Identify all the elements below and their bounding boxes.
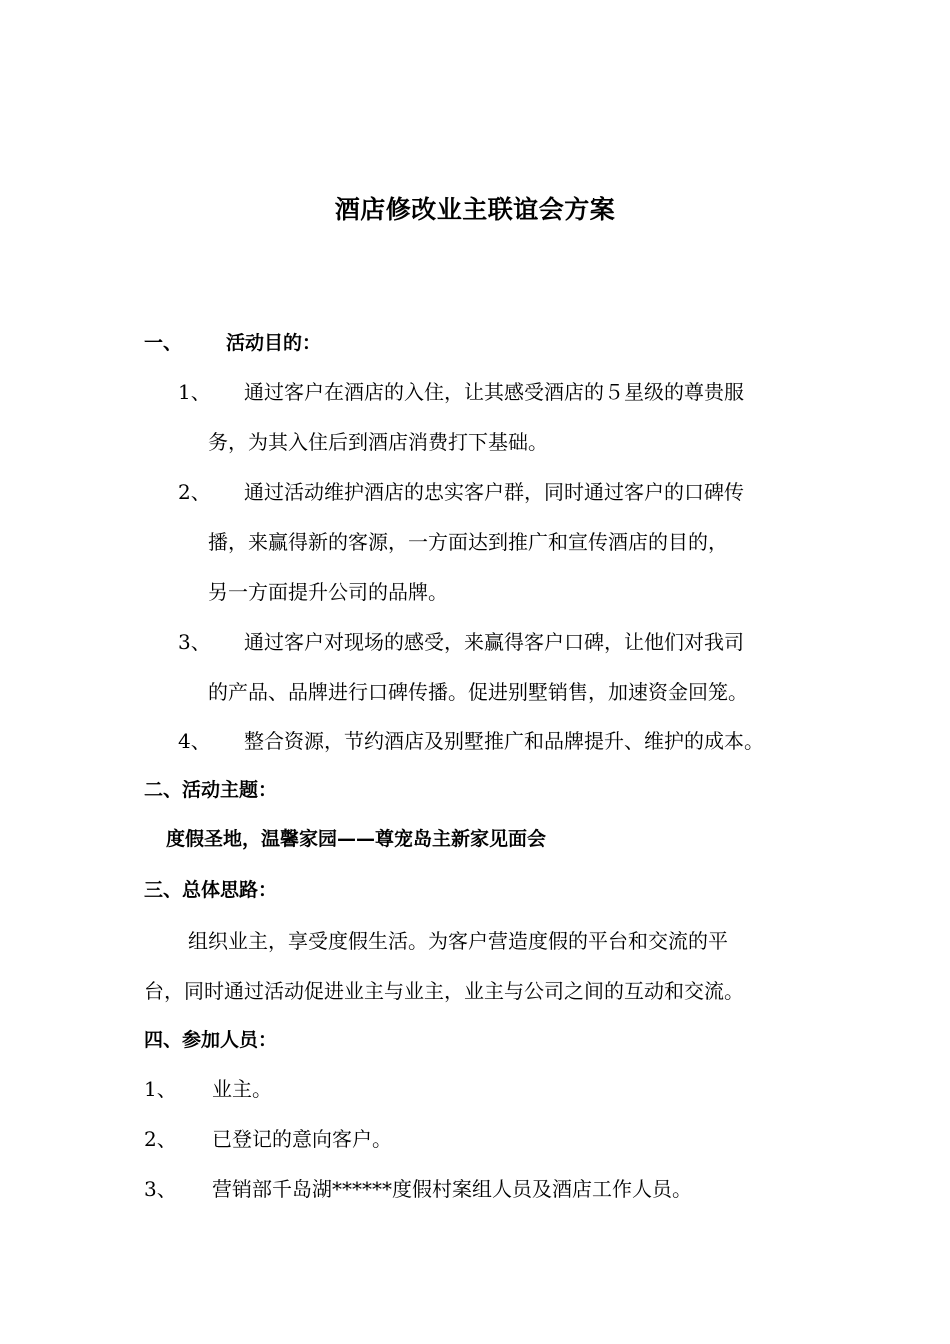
section-1-number: 一、 [144, 332, 183, 354]
document-title: 酒店修改业主联谊会方案 [334, 195, 616, 224]
item-2-line-3: 另一方面提升公司的品牌。 [208, 580, 448, 604]
item-3-number: 3、 [178, 630, 211, 654]
item-1-number: 1、 [178, 380, 211, 404]
item-1-line-2: 务，为其入住后到酒店消费打下基础。 [208, 430, 548, 454]
participant-2-number: 2、 [144, 1127, 177, 1151]
section-3-heading: 三、总体思路： [144, 879, 278, 901]
item-4-number: 4、 [178, 729, 211, 753]
section-4-heading: 四、参加人员： [144, 1029, 278, 1051]
section-1-heading [144, 328, 321, 355]
participant-1-number: 1、 [144, 1077, 177, 1101]
approach-line-1: 组织业主，享受度假生活。为客户营造度假的平台和交流的平 [188, 929, 728, 953]
participant-1-text: 业主。 [212, 1077, 272, 1101]
item-1-line-1: 通过客户在酒店的入住，让其感受酒店的５星级的尊贵服 [244, 380, 744, 404]
participant-2-text: 已登记的意向客户。 [212, 1127, 392, 1151]
participant-3-number: 3、 [144, 1177, 177, 1201]
participant-3-text: 营销部千岛湖******度假村案组人员及酒店工作人员。 [212, 1177, 692, 1201]
approach-line-2: 台，同时通过活动促进业主与业主，业主与公司之间的互动和交流。 [144, 979, 744, 1003]
activity-theme: 度假圣地，温馨家园——尊宠岛主新家见面会 [166, 828, 547, 850]
item-2-line-1: 通过活动维护酒店的忠实客户群，同时通过客户的口碑传 [244, 480, 744, 504]
item-3-line-1: 通过客户对现场的感受，来赢得客户口碑，让他们对我司 [244, 630, 744, 654]
item-3-line-2: 的产品、品牌进行口碑传播。促进别墅销售，加速资金回笼。 [208, 680, 748, 704]
item-2-line-2: 播，来赢得新的客源，一方面达到推广和宣传酒店的目的， [208, 530, 728, 554]
section-2-heading: 二、活动主题： [144, 779, 278, 801]
section-1-title: 活动目的： [226, 332, 322, 354]
item-4-line-1: 整合资源，节约酒店及别墅推广和品牌提升、维护的成本。 [244, 729, 764, 753]
item-2-number: 2、 [178, 480, 211, 504]
